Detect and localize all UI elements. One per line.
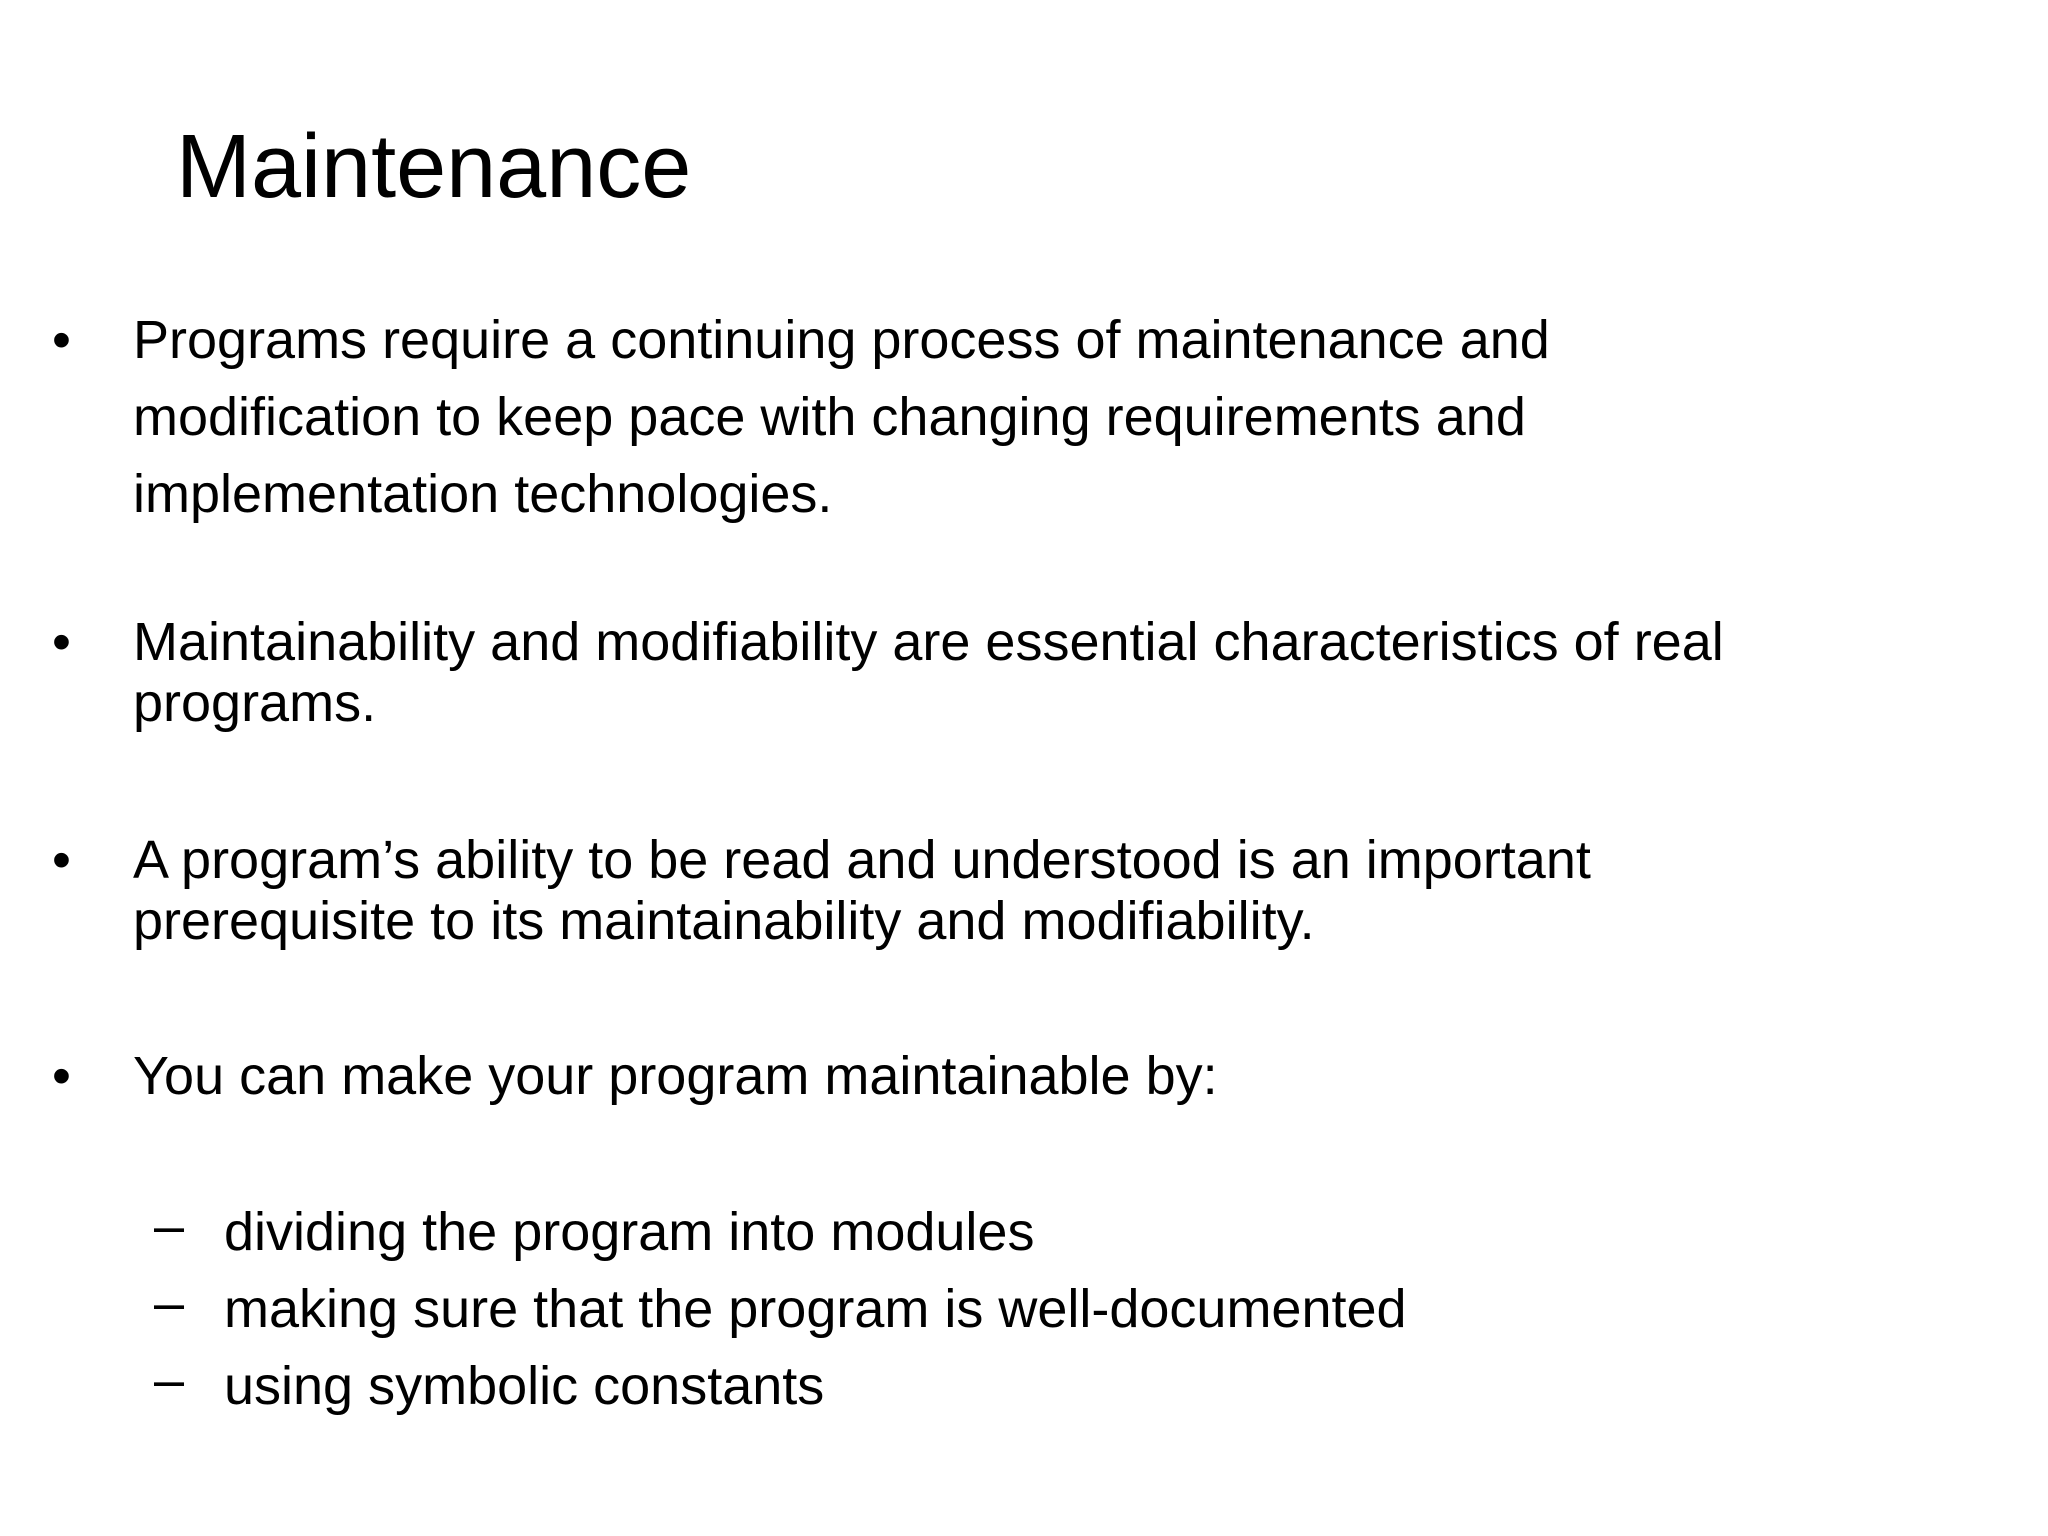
sub-bullet-text: making sure that the program is well-documented bbox=[224, 1279, 1407, 1339]
bullet-item bbox=[0, 1046, 1900, 1116]
sub-bullet-list bbox=[0, 1194, 1900, 1425]
sub-bullet-text: dividing the program into modules bbox=[224, 1202, 1035, 1262]
bullet-icon: • bbox=[52, 830, 71, 890]
dash-icon: – bbox=[154, 1273, 185, 1333]
sub-bullet-item bbox=[0, 1348, 1900, 1425]
sub-bullet-text: using symbolic constants bbox=[224, 1356, 825, 1416]
bullet-text: Programs require a continuing process of maintenance and modification to keep pace with changing requirements and implementation technologies. bbox=[133, 310, 1550, 524]
bullet-item bbox=[0, 830, 1900, 960]
dash-icon: – bbox=[154, 1196, 185, 1256]
bullet-item bbox=[0, 302, 1900, 542]
sub-bullet-item bbox=[0, 1271, 1900, 1348]
bullet-item bbox=[0, 612, 1900, 742]
bullet-text: You can make your program maintainable by: bbox=[133, 1046, 1218, 1106]
bullet-icon: • bbox=[52, 1046, 71, 1106]
slide-title: Maintenance bbox=[176, 117, 692, 217]
bullet-icon: • bbox=[52, 310, 71, 370]
dash-icon: – bbox=[154, 1350, 185, 1410]
bullet-text: A program’s ability to be read and understood is an important prerequisite to its maintainability and modifiability. bbox=[133, 830, 1591, 951]
bullet-text: Maintainability and modifiability are essential characteristics of real programs. bbox=[133, 612, 1724, 733]
bullet-icon: • bbox=[52, 612, 71, 672]
sub-bullet-item bbox=[0, 1194, 1900, 1271]
